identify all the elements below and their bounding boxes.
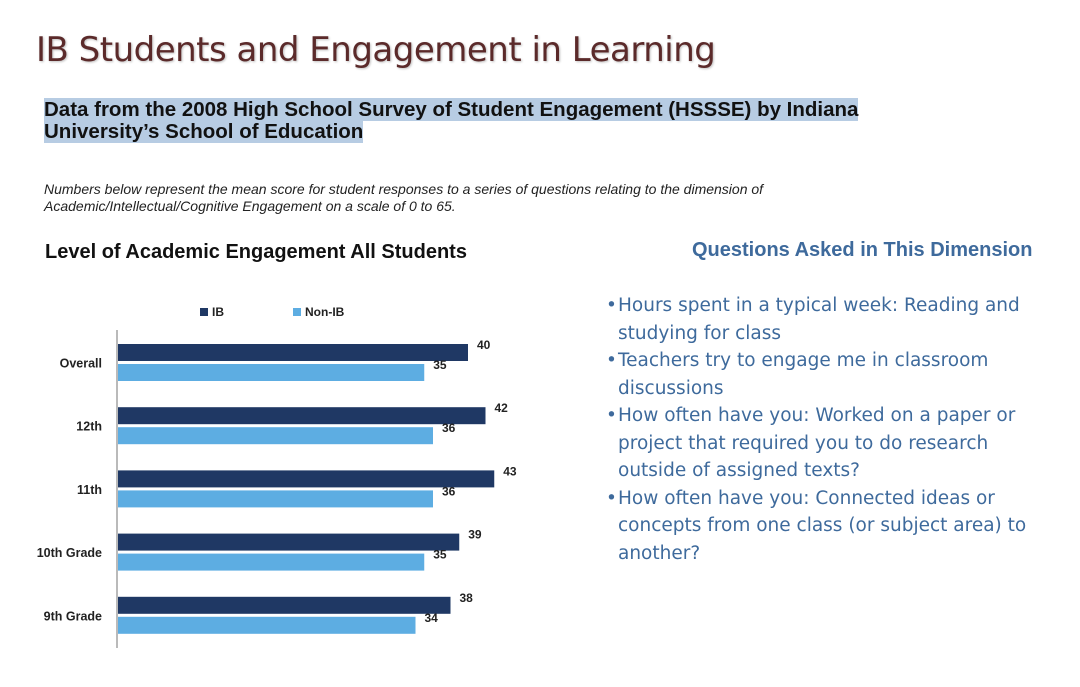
questions-list — [606, 292, 1046, 567]
chart-title: Level of Academic Engagement All Students — [45, 241, 467, 263]
bar-ib-1 — [118, 407, 486, 424]
engagement-bar-chart — [0, 290, 560, 660]
data-label: 42 — [494, 401, 508, 416]
bar-ib-4 — [118, 597, 451, 614]
bullet-icon: • — [606, 295, 617, 316]
data-label: 35 — [433, 547, 447, 562]
scale-note: Numbers below represent the mean score for student responses to a series of questions relating to the dimension of Academic/Intellectual/Cognitive Engagement on a scale of 0 to 65. — [44, 181, 764, 214]
bar-ib-2 — [118, 470, 494, 487]
question-item — [606, 347, 1046, 402]
bar-ib-3 — [118, 534, 459, 551]
data-label: 38 — [459, 590, 473, 605]
legend-label: Non-IB — [305, 305, 345, 319]
question-item — [606, 292, 1046, 347]
data-label: 40 — [477, 338, 491, 352]
data-label: 35 — [433, 358, 447, 372]
slide-subtitle — [44, 99, 974, 143]
bar-ib-0 — [118, 344, 468, 361]
question-item — [606, 402, 1046, 485]
bullet-icon: • — [606, 487, 617, 509]
legend-swatch — [200, 308, 208, 316]
data-label: 43 — [503, 464, 517, 479]
slide-title: IB Students and Engagement in Learning — [36, 30, 716, 70]
legend-label: IB — [212, 305, 224, 319]
category-label: Overall — [59, 356, 102, 371]
bar-non-ib-1 — [118, 427, 433, 444]
bullet-icon: • — [606, 405, 617, 426]
subtitle-text: Data from the 2008 High School Survey of Student Engagement (HSSSE) by Indiana University’s School of Education — [44, 98, 859, 143]
questions-title: Questions Asked in This Dimension — [692, 239, 1033, 261]
category-label: 10th Grade — [36, 546, 102, 561]
bar-non-ib-3 — [118, 554, 424, 571]
data-label: 39 — [468, 527, 482, 542]
category-label: 11th — [76, 482, 102, 497]
question-text: How often have you: Worked on a paper or project that required you to do research outside of assigned texts? — [618, 405, 1016, 481]
bar-non-ib-0 — [118, 364, 424, 381]
data-label: 34 — [424, 610, 438, 625]
bar-non-ib-4 — [118, 617, 416, 634]
category-label: 9th Grade — [43, 609, 102, 624]
question-text: How often have you: Connected ideas or concepts from one class (or subject area) to another? — [618, 487, 1027, 564]
question-text: Hours spent in a typical week: Reading and studying for class — [618, 295, 1020, 344]
question-text: Teachers try to engage me in classroom discussions — [618, 350, 989, 399]
question-item — [606, 485, 1046, 568]
data-label: 36 — [442, 484, 456, 499]
bar-non-ib-2 — [118, 490, 433, 507]
legend-swatch — [293, 308, 301, 316]
category-label: 12th — [76, 419, 102, 434]
data-label: 36 — [442, 421, 456, 436]
bullet-icon: • — [606, 350, 617, 371]
